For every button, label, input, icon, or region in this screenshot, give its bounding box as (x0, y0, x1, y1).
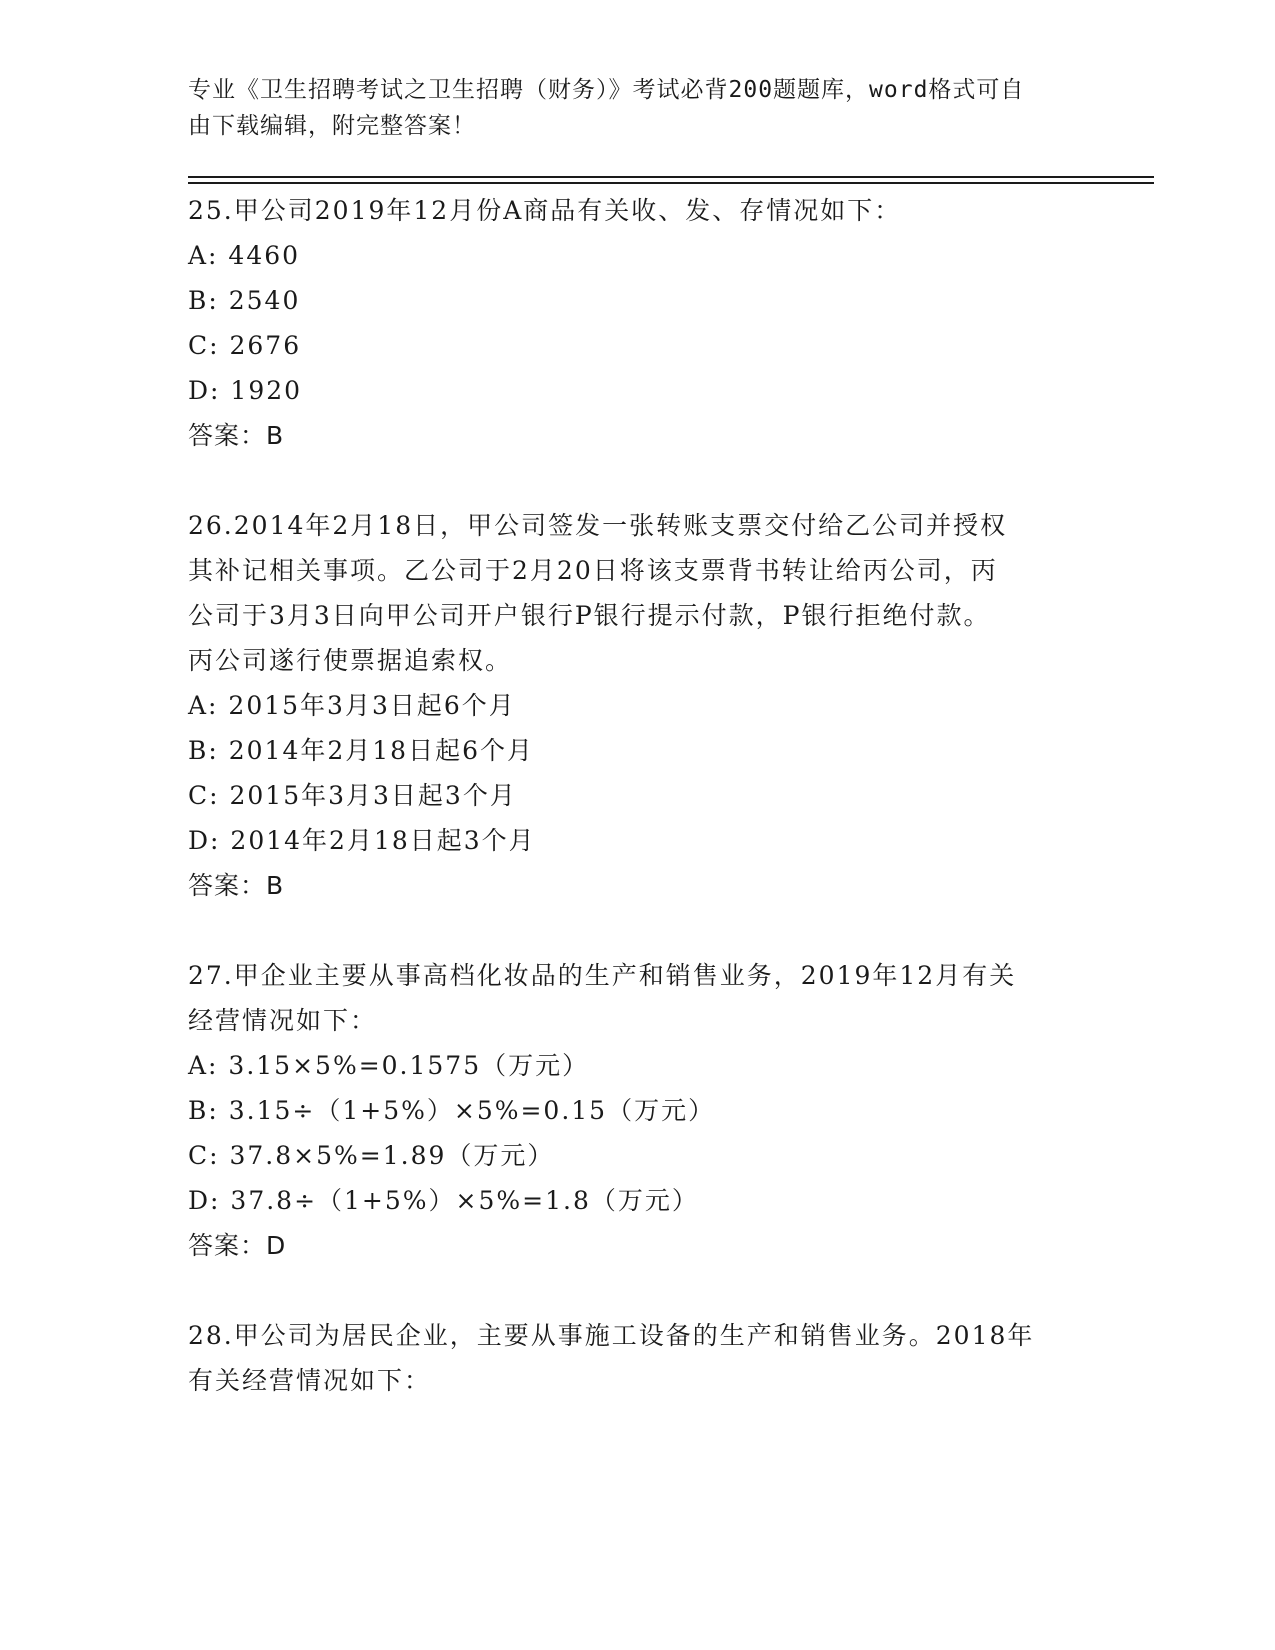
header-divider-top (188, 176, 1154, 178)
option-b: B: 2540 (188, 286, 301, 315)
answer: 答案：D (188, 1231, 287, 1260)
option-c: C: 37.8×5%=1.89（万元） (188, 1141, 555, 1170)
question-26 (188, 503, 1088, 909)
option-c: C: 2676 (188, 331, 302, 360)
question-text: 有关经营情况如下： (188, 1366, 432, 1395)
option-a: A: 3.15×5%=0.1575（万元） (188, 1051, 590, 1080)
option-d: D: 37.8÷（1+5%）×5%=1.8（万元） (188, 1186, 699, 1215)
question-text: 公司于3月3日向甲公司开户银行P银行提示付款，P银行拒绝付款。 (188, 601, 991, 630)
question-text: 27.甲企业主要从事高档化妆品的生产和销售业务，2019年12月有关 (188, 961, 1017, 990)
option-b: B: 3.15÷（1+5%）×5%=0.15（万元） (188, 1096, 716, 1125)
option-d: D: 2014年2月18日起3个月 (188, 826, 536, 855)
question-text: 26.2014年2月18日，甲公司签发一张转账支票交付给乙公司并授权 (188, 511, 1008, 540)
answer: 答案：B (188, 871, 285, 900)
header-line-2: 由下载编辑，附完整答案！ (188, 113, 476, 139)
answer: 答案：B (188, 421, 285, 450)
question-text: 28.甲公司为居民企业，主要从事施工设备的生产和销售业务。2018年 (188, 1321, 1035, 1350)
question-list (188, 188, 1088, 1447)
question-text: 经营情况如下： (188, 1006, 378, 1035)
document-header (188, 72, 1088, 144)
header-divider-bottom (188, 182, 1154, 184)
question-27 (188, 953, 1088, 1269)
question-text: 丙公司遂行使票据追索权。 (188, 646, 513, 675)
option-a: A: 2015年3月3日起6个月 (188, 691, 516, 720)
question-28 (188, 1313, 1088, 1403)
question-text: 25.甲公司2019年12月份A商品有关收、发、存情况如下： (188, 196, 902, 225)
option-c: C: 2015年3月3日起3个月 (188, 781, 517, 810)
question-text: 其补记相关事项。乙公司于2月20日将该支票背书转让给丙公司，丙 (188, 556, 998, 585)
option-a: A: 4460 (188, 241, 301, 270)
option-b: B: 2014年2月18日起6个月 (188, 736, 534, 765)
question-25 (188, 188, 1088, 459)
header-line-1: 专业《卫生招聘考试之卫生招聘（财务）》考试必背200题题库，word格式可自 (188, 77, 1025, 103)
option-d: D: 1920 (188, 376, 303, 405)
